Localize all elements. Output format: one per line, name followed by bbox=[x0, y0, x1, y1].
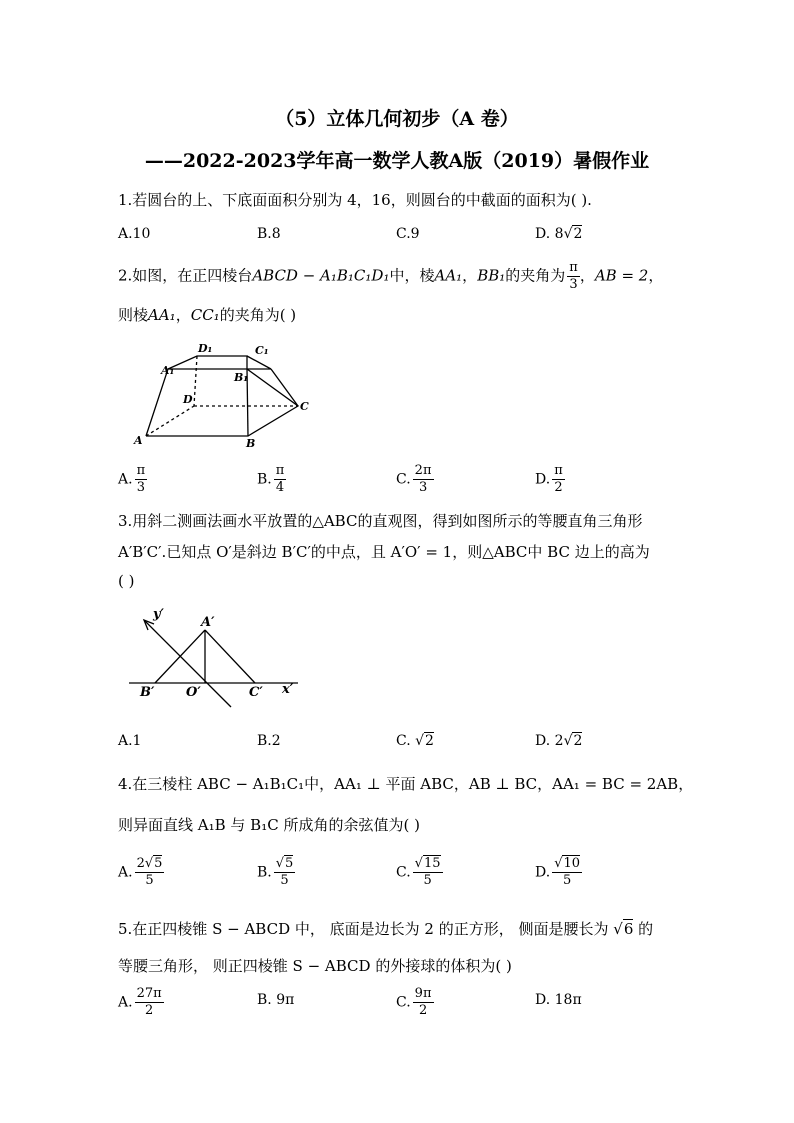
label-x-prime: x′ bbox=[282, 682, 294, 697]
label-b1: B₁ bbox=[234, 371, 249, 384]
label-b: B bbox=[246, 437, 256, 450]
label-c-prime: C′ bbox=[249, 685, 263, 700]
label-c1: C₁ bbox=[255, 344, 269, 357]
q3-option-b: B.2 bbox=[257, 733, 281, 749]
q5-option-d: D. 18π bbox=[535, 992, 582, 1008]
q3-line3: ( ) bbox=[118, 572, 135, 590]
q1-option-a: A.10 bbox=[118, 226, 151, 242]
label-c: C bbox=[300, 400, 309, 413]
q5-option-c: C. $\frac{9\pi}{2}$ bbox=[396, 986, 432, 1018]
frustum-hidden-edge-d1d bbox=[194, 356, 197, 406]
q1-option-d: D. 8√2 bbox=[535, 226, 583, 242]
q3-option-d: D. 2√2 bbox=[535, 733, 583, 749]
q4-line2: 则异面直线 A₁B 与 B₁C 所成角的余弦值为( ) bbox=[118, 816, 420, 834]
q3-option-a: A.1 bbox=[118, 733, 142, 749]
q4-option-b: B. $\frac{√5}{5}$ bbox=[257, 856, 294, 888]
page-title: （5）立体几何初步（A 卷） bbox=[275, 108, 519, 130]
q5-option-b: B. 9π bbox=[257, 992, 295, 1008]
label-d: D bbox=[183, 393, 193, 406]
label-b-prime: B′ bbox=[140, 685, 155, 700]
q2-option-d: D. $\frac{\pi}{2}$ bbox=[535, 463, 563, 495]
q1-text: 1.若圆台的上、下底面面积分别为 4，16，则圆台的中截面的面积为( ). bbox=[118, 191, 592, 209]
q3-option-c: C. √2 bbox=[396, 733, 434, 749]
q2-option-a: A. $\frac{\pi}{3}$ bbox=[118, 463, 146, 495]
q2-frustum-figure bbox=[128, 340, 318, 452]
q3-line2: A′B′C′.已知点 O′是斜边 B′C′的中点，且 A′O′ = 1，则△ABC中 BC 边上的高为 bbox=[118, 543, 650, 561]
q2-line1: 2.如图，在正四棱台ABCD − A₁B₁C₁D₁中，棱AA₁，BB₁的夹角为 $\frac{\pi}{3}$ ，AB = 2， bbox=[118, 260, 664, 292]
edge-a-c bbox=[205, 630, 255, 683]
label-a-prime: A′ bbox=[201, 615, 215, 630]
q3-line1: 3.用斜二测画法画水平放置的△ABC的直观图，得到如图所示的等腰直角三角形 bbox=[118, 512, 643, 530]
q4-line1: 4.在三棱柱 ABC − A₁B₁C₁中，AA₁ ⊥ 平面 ABC，AB ⊥ BC，AA₁ = BC = 2AB， bbox=[118, 775, 694, 793]
q2-option-b: B. $\frac{\pi}{4}$ bbox=[257, 463, 285, 495]
label-a: A bbox=[134, 434, 143, 447]
q1-option-c: C.9 bbox=[396, 226, 420, 242]
page-subtitle: ——2022-2023学年高一数学人教A版（2019）暑假作业 bbox=[144, 150, 650, 172]
q4-option-d: D. $\frac{√10}{5}$ bbox=[535, 856, 581, 888]
q4-option-c: C. $\frac{√15}{5}$ bbox=[396, 856, 441, 888]
frustum-edge-c1c bbox=[271, 369, 298, 406]
frustum-hidden-edge-ad bbox=[146, 406, 194, 436]
label-y-prime: y′ bbox=[153, 607, 164, 622]
label-o-prime: O′ bbox=[186, 685, 201, 700]
q2-line2: 则棱AA₁，CC₁的夹角为( ) bbox=[118, 306, 297, 324]
q1-option-b: B.8 bbox=[257, 226, 281, 242]
q3-triangle-figure bbox=[126, 604, 306, 714]
label-d1: D₁ bbox=[198, 342, 213, 355]
q2-option-c: C. $\frac{2\pi}{3}$ bbox=[396, 463, 432, 495]
frustum-outer-edges bbox=[146, 369, 298, 436]
q5-line1: 5.在正四棱锥 S − ABCD 中， 底面是边长为 2 的正方形， 侧面是腰长为 √6 的 bbox=[118, 920, 654, 938]
q2-angle-fraction: $\frac{\pi}{3}$ bbox=[569, 260, 578, 292]
frustum-top-back-edges bbox=[168, 356, 247, 369]
q5-line2: 等腰三角形， 则正四棱锥 S − ABCD 的外接球的体积为( ) bbox=[118, 957, 512, 975]
label-a1: A₁ bbox=[161, 364, 175, 377]
frustum-edge-d1c1 bbox=[247, 356, 271, 369]
q4-option-a: A. $\frac{2√5}{5}$ bbox=[118, 856, 163, 888]
q5-option-a: A. $\frac{27\pi}{2}$ bbox=[118, 986, 162, 1018]
